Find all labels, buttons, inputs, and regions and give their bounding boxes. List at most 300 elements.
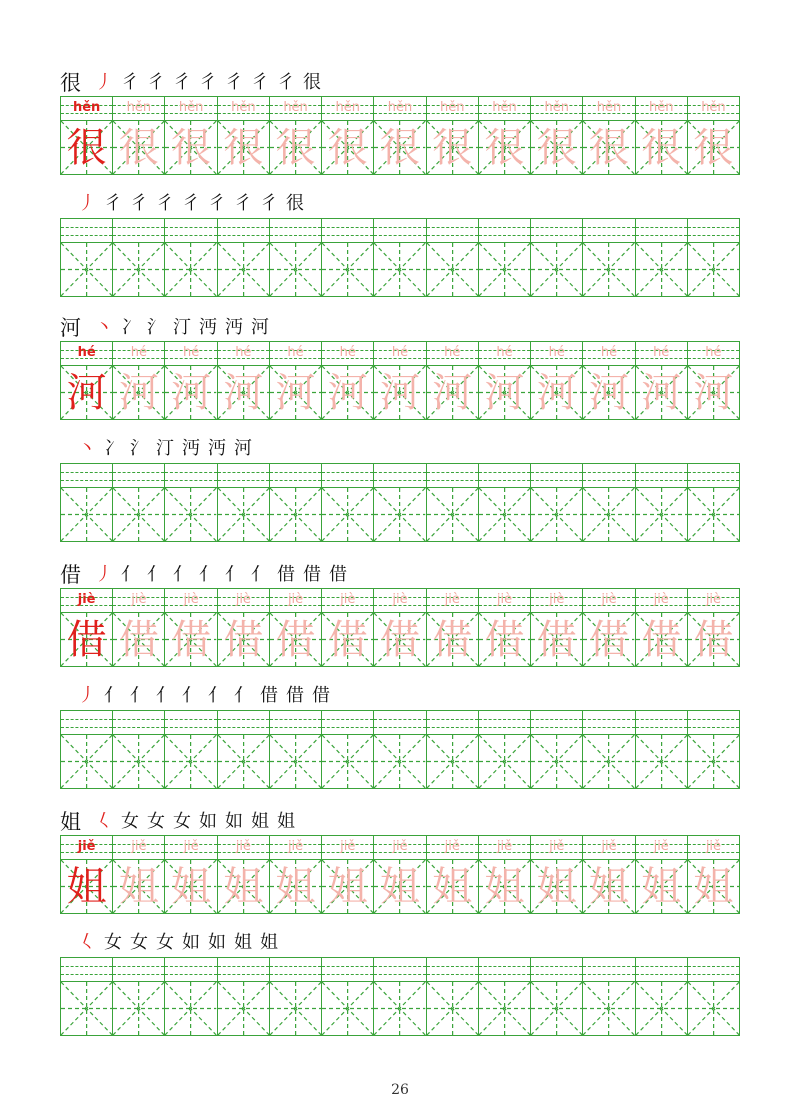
mizige-guide <box>479 243 530 296</box>
pinyin-lines <box>322 711 373 735</box>
stroke-step: 彳 <box>121 72 139 93</box>
mizige-guide <box>61 243 112 296</box>
stroke-step: 沔 <box>225 317 243 338</box>
stroke-step: 氵 <box>130 438 148 459</box>
pinyin-lines <box>636 958 687 982</box>
stroke-step: 姐 <box>277 811 295 832</box>
trace-cell <box>635 97 687 174</box>
trace-character: 借 <box>536 616 577 663</box>
trace-cell <box>112 589 164 666</box>
pinyin-lines <box>270 219 321 243</box>
page-number: 26 <box>391 1082 409 1098</box>
stroke-step: 借 <box>303 564 321 585</box>
trace-character: 很 <box>536 124 577 171</box>
stroke-step: 河 <box>251 317 269 338</box>
pinyin-lines <box>113 219 164 243</box>
pinyin-trace: hěn <box>701 100 726 115</box>
stroke-sequence <box>91 562 351 588</box>
writing-cell[interactable] <box>530 464 582 541</box>
pinyin-lines <box>583 711 634 735</box>
pinyin-lines <box>688 342 739 366</box>
trace-character: 姐 <box>223 863 264 910</box>
pinyin-trace: jiě <box>549 839 565 854</box>
writing-cell[interactable] <box>61 711 112 788</box>
stroke-step: 借 <box>260 685 278 706</box>
pinyin-trace: jiě <box>340 839 356 854</box>
writing-cell[interactable] <box>373 219 425 296</box>
pinyin-lines <box>688 589 739 613</box>
stroke-step: 姐 <box>260 932 278 953</box>
stroke-step: 姐 <box>251 811 269 832</box>
trace-character: 借 <box>275 616 316 663</box>
trace-character: 借 <box>484 616 525 663</box>
stroke-step: 汀 <box>173 317 191 338</box>
pinyin-trace: hěn <box>492 100 517 115</box>
trace-cell <box>269 589 321 666</box>
trace-cell <box>530 836 582 913</box>
pinyin-trace: jiè <box>549 592 565 607</box>
stroke-step: 女 <box>121 811 139 832</box>
trace-character: 借 <box>327 616 368 663</box>
writing-cell[interactable] <box>217 464 269 541</box>
mizige-guide <box>322 488 373 541</box>
stroke-step: 亻 <box>173 564 191 585</box>
mizige-guide <box>165 243 216 296</box>
pinyin-lines <box>636 97 687 121</box>
pinyin-lines <box>113 958 164 982</box>
trace-character: 很 <box>118 124 159 171</box>
writing-cell[interactable] <box>112 464 164 541</box>
stroke-step: 彳 <box>147 72 165 93</box>
stroke-step: 亻 <box>208 685 226 706</box>
trace-character: 很 <box>380 124 421 171</box>
pinyin-lines <box>479 342 530 366</box>
writing-cell[interactable] <box>426 711 478 788</box>
stroke-sequence <box>91 315 273 341</box>
stroke-step: 冫 <box>121 317 139 338</box>
mizige-guide <box>583 243 634 296</box>
writing-cell[interactable] <box>217 219 269 296</box>
trace-cell <box>530 342 582 419</box>
writing-cell[interactable] <box>112 219 164 296</box>
stroke-step: 氵 <box>147 317 165 338</box>
mizige-guide <box>61 982 112 1035</box>
trace-cell <box>373 589 425 666</box>
stroke-step: 彳 <box>260 193 278 214</box>
pinyin-trace: jiě <box>444 839 460 854</box>
mizige-guide <box>270 243 321 296</box>
pinyin-trace: hé <box>235 345 252 360</box>
pinyin-label: hé <box>77 345 96 360</box>
model-cell <box>61 589 112 666</box>
writing-cell[interactable] <box>164 958 216 1035</box>
pinyin-trace: hěn <box>283 100 308 115</box>
pinyin-trace: jiè <box>392 592 408 607</box>
writing-cell[interactable] <box>635 219 687 296</box>
pinyin-lines <box>688 836 739 860</box>
pinyin-lines <box>427 97 478 121</box>
stroke-step: 女 <box>156 932 174 953</box>
writing-cell[interactable] <box>478 464 530 541</box>
stroke-step: 丶 <box>78 438 96 459</box>
pinyin-lines <box>427 219 478 243</box>
stroke-step: 亻 <box>225 564 243 585</box>
trace-character: 借 <box>118 616 159 663</box>
mizige-guide <box>270 735 321 788</box>
pinyin-trace: jiè <box>601 592 617 607</box>
trace-character: 借 <box>693 616 734 663</box>
pinyin-trace: hěn <box>596 100 622 115</box>
pinyin-trace: jiě <box>496 839 513 854</box>
trace-character: 河 <box>223 369 264 416</box>
pinyin-label: jiě <box>77 839 96 854</box>
pinyin-lines <box>531 219 582 243</box>
writing-cell[interactable] <box>164 464 216 541</box>
pinyin-lines <box>583 464 634 488</box>
trace-character: 姐 <box>641 863 682 910</box>
trace-cell <box>321 589 373 666</box>
mizige-guide <box>165 488 216 541</box>
pinyin-lines <box>479 958 530 982</box>
pinyin-lines <box>270 342 321 366</box>
pinyin-lines <box>218 589 269 613</box>
writing-cell[interactable] <box>373 464 425 541</box>
stroke-step: 很 <box>286 193 304 214</box>
stroke-sequence <box>74 683 334 709</box>
writing-cell[interactable] <box>687 464 739 541</box>
writing-cell[interactable] <box>426 958 478 1035</box>
stroke-step: 沔 <box>182 438 200 459</box>
stroke-sequence <box>91 70 325 96</box>
writing-cell[interactable] <box>426 464 478 541</box>
trace-cell <box>426 836 478 913</box>
pinyin-lines <box>61 219 112 243</box>
trace-cell <box>164 342 216 419</box>
writing-cell[interactable] <box>373 958 425 1035</box>
pinyin-trace: hé <box>496 345 513 360</box>
stroke-step: 女 <box>104 932 122 953</box>
trace-character: 借 <box>380 616 421 663</box>
stroke-order-line <box>74 681 334 709</box>
trace-cell <box>217 836 269 913</box>
writing-cell[interactable] <box>635 464 687 541</box>
pinyin-lines <box>636 836 687 860</box>
stroke-order-line <box>60 313 273 341</box>
stroke-sequence <box>91 809 299 835</box>
mizige-guide <box>531 243 582 296</box>
writing-cell[interactable] <box>426 219 478 296</box>
pinyin-lines <box>61 342 112 366</box>
writing-cell[interactable] <box>217 958 269 1035</box>
pinyin-trace: hé <box>444 345 461 360</box>
trace-character: 很 <box>327 124 368 171</box>
mizige-guide <box>479 735 530 788</box>
pinyin-lines <box>688 711 739 735</box>
mizige-guide <box>427 488 478 541</box>
stroke-step: 如 <box>208 932 226 953</box>
pinyin-trace: hé <box>287 345 304 360</box>
pinyin-lines <box>583 589 634 613</box>
pinyin-lines <box>583 836 634 860</box>
pinyin-lines <box>583 958 634 982</box>
trace-character: 姐 <box>693 863 734 910</box>
mizige-guide <box>531 488 582 541</box>
mizige-guide <box>218 735 269 788</box>
pinyin-trace: hé <box>130 345 147 360</box>
writing-cell[interactable] <box>269 958 321 1035</box>
stroke-step: 借 <box>286 685 304 706</box>
writing-cell[interactable] <box>582 219 634 296</box>
tracing-grid <box>60 341 740 420</box>
mizige-guide <box>113 735 164 788</box>
trace-character: 姐 <box>380 863 421 910</box>
writing-cell[interactable] <box>164 711 216 788</box>
writing-cell[interactable] <box>321 958 373 1035</box>
pinyin-lines <box>688 464 739 488</box>
pinyin-trace: hěn <box>440 100 465 115</box>
stroke-step: 彳 <box>208 193 226 214</box>
pinyin-trace: jiě <box>601 839 617 854</box>
pinyin-lines <box>270 958 321 982</box>
pinyin-lines <box>583 97 634 121</box>
pinyin-label: jiè <box>77 592 96 607</box>
stroke-step: 借 <box>277 564 295 585</box>
pinyin-lines <box>479 711 530 735</box>
pinyin-lines <box>374 342 425 366</box>
writing-cell[interactable] <box>112 958 164 1035</box>
pinyin-lines <box>218 958 269 982</box>
pinyin-trace: jiě <box>392 839 408 854</box>
pinyin-lines <box>165 589 216 613</box>
pinyin-lines <box>113 836 164 860</box>
pinyin-lines <box>270 97 321 121</box>
trace-character: 很 <box>223 124 264 171</box>
writing-cell[interactable] <box>530 958 582 1035</box>
pinyin-trace: jiě <box>287 839 304 854</box>
writing-cell[interactable] <box>582 958 634 1035</box>
pinyin-lines <box>322 342 373 366</box>
pinyin-trace: hěn <box>126 100 152 115</box>
trace-cell <box>321 342 373 419</box>
writing-cell[interactable] <box>321 219 373 296</box>
character-heading: 很 <box>60 71 81 95</box>
pinyin-trace: jiě <box>235 839 251 854</box>
pinyin-lines <box>322 97 373 121</box>
pinyin-lines <box>479 589 530 613</box>
character-heading: 河 <box>60 316 81 340</box>
pinyin-trace: hé <box>653 345 670 360</box>
trace-character: 姐 <box>588 863 629 910</box>
stroke-step: 彳 <box>173 72 191 93</box>
writing-cell[interactable] <box>530 711 582 788</box>
pinyin-lines <box>61 589 112 613</box>
trace-cell <box>635 589 687 666</box>
writing-cell[interactable] <box>321 711 373 788</box>
mizige-guide <box>583 735 634 788</box>
pinyin-lines <box>113 589 164 613</box>
writing-cell[interactable] <box>478 958 530 1035</box>
trace-cell <box>582 97 634 174</box>
stroke-step: 彳 <box>182 193 200 214</box>
stroke-order-line <box>60 807 299 835</box>
stroke-step: 𡿨 <box>95 811 113 832</box>
pinyin-trace: jiè <box>183 592 199 607</box>
writing-cell[interactable] <box>687 711 739 788</box>
stroke-step: 彳 <box>156 193 174 214</box>
pinyin-lines <box>270 589 321 613</box>
pinyin-lines <box>218 219 269 243</box>
stroke-step: 丶 <box>95 317 113 338</box>
pinyin-lines <box>636 342 687 366</box>
writing-cell[interactable] <box>217 711 269 788</box>
trace-cell <box>530 97 582 174</box>
character-section <box>60 68 740 300</box>
writing-cell[interactable] <box>61 464 112 541</box>
mizige-guide <box>688 243 739 296</box>
writing-cell[interactable] <box>61 219 112 296</box>
stroke-step: 彳 <box>130 193 148 214</box>
trace-character: 姐 <box>171 863 212 910</box>
stroke-step: 丿 <box>95 72 113 93</box>
pinyin-lines <box>113 97 164 121</box>
stroke-order-line <box>74 928 282 956</box>
writing-cell[interactable] <box>582 711 634 788</box>
pinyin-lines <box>427 464 478 488</box>
writing-cell[interactable] <box>164 219 216 296</box>
blank-practice-grid <box>60 957 740 1036</box>
writing-cell[interactable] <box>269 219 321 296</box>
mizige-guide <box>165 735 216 788</box>
trace-character: 河 <box>380 369 421 416</box>
pinyin-lines <box>374 836 425 860</box>
stroke-order-line <box>74 434 256 462</box>
trace-cell <box>112 97 164 174</box>
mizige-guide <box>374 243 425 296</box>
pinyin-trace: jiè <box>235 592 251 607</box>
model-character: 借 <box>66 616 107 663</box>
writing-cell[interactable] <box>687 958 739 1035</box>
pinyin-lines <box>218 711 269 735</box>
pinyin-lines <box>270 711 321 735</box>
mizige-guide <box>218 243 269 296</box>
writing-cell[interactable] <box>687 219 739 296</box>
stroke-step: 彳 <box>199 72 217 93</box>
stroke-step: 彳 <box>225 72 243 93</box>
stroke-step: 彳 <box>251 72 269 93</box>
pinyin-lines <box>531 958 582 982</box>
pinyin-lines <box>636 589 687 613</box>
trace-cell <box>478 97 530 174</box>
trace-character: 姐 <box>275 863 316 910</box>
pinyin-trace: jiè <box>444 592 460 607</box>
pinyin-lines <box>688 97 739 121</box>
pinyin-lines <box>165 97 216 121</box>
pinyin-lines <box>583 219 634 243</box>
trace-character: 很 <box>275 124 316 171</box>
writing-cell[interactable] <box>478 219 530 296</box>
model-character: 河 <box>66 369 107 416</box>
trace-cell <box>217 342 269 419</box>
trace-cell <box>478 836 530 913</box>
trace-character: 河 <box>275 369 316 416</box>
pinyin-lines <box>61 97 112 121</box>
trace-cell <box>321 97 373 174</box>
trace-character: 河 <box>118 369 159 416</box>
mizige-guide <box>583 488 634 541</box>
pinyin-trace: hěn <box>335 100 361 115</box>
pinyin-lines <box>165 219 216 243</box>
writing-cell[interactable] <box>478 711 530 788</box>
pinyin-label: hěn <box>72 100 101 115</box>
trace-character: 河 <box>327 369 368 416</box>
writing-cell[interactable] <box>373 711 425 788</box>
mizige-guide <box>270 982 321 1035</box>
stroke-sequence <box>74 436 256 462</box>
trace-cell <box>269 836 321 913</box>
trace-character: 河 <box>693 369 734 416</box>
mizige-guide <box>636 243 687 296</box>
stroke-step: 亻 <box>182 685 200 706</box>
pinyin-lines <box>374 464 425 488</box>
writing-cell[interactable] <box>635 958 687 1035</box>
pinyin-lines <box>583 342 634 366</box>
trace-cell <box>687 97 739 174</box>
mizige-guide <box>113 243 164 296</box>
pinyin-lines <box>322 958 373 982</box>
writing-cell[interactable] <box>530 219 582 296</box>
mizige-guide <box>113 488 164 541</box>
trace-character: 很 <box>484 124 525 171</box>
stroke-order-line <box>74 189 308 217</box>
trace-character: 很 <box>171 124 212 171</box>
pinyin-trace: hé <box>548 345 565 360</box>
stroke-step: 如 <box>182 932 200 953</box>
writing-cell[interactable] <box>269 464 321 541</box>
mizige-guide <box>322 243 373 296</box>
trace-cell <box>217 589 269 666</box>
writing-cell[interactable] <box>112 711 164 788</box>
pinyin-lines <box>636 711 687 735</box>
pinyin-lines <box>531 711 582 735</box>
writing-cell[interactable] <box>269 711 321 788</box>
stroke-sequence <box>74 930 282 956</box>
stroke-step: 丿 <box>78 685 96 706</box>
pinyin-lines <box>61 958 112 982</box>
tracing-grid <box>60 835 740 914</box>
trace-character: 借 <box>171 616 212 663</box>
pinyin-lines <box>322 219 373 243</box>
trace-cell <box>582 836 634 913</box>
writing-cell[interactable] <box>635 711 687 788</box>
writing-cell[interactable] <box>61 958 112 1035</box>
mizige-guide <box>165 982 216 1035</box>
pinyin-lines <box>218 342 269 366</box>
model-character: 姐 <box>66 863 107 910</box>
mizige-guide <box>218 488 269 541</box>
stroke-step: 沔 <box>199 317 217 338</box>
writing-cell[interactable] <box>321 464 373 541</box>
writing-cell[interactable] <box>582 464 634 541</box>
stroke-step: 女 <box>173 811 191 832</box>
stroke-step: 亻 <box>104 685 122 706</box>
mizige-guide <box>270 488 321 541</box>
pinyin-lines <box>113 342 164 366</box>
blank-practice-grid <box>60 218 740 297</box>
pinyin-lines <box>165 836 216 860</box>
pinyin-lines <box>218 836 269 860</box>
trace-character: 姐 <box>327 863 368 910</box>
pinyin-lines <box>165 711 216 735</box>
